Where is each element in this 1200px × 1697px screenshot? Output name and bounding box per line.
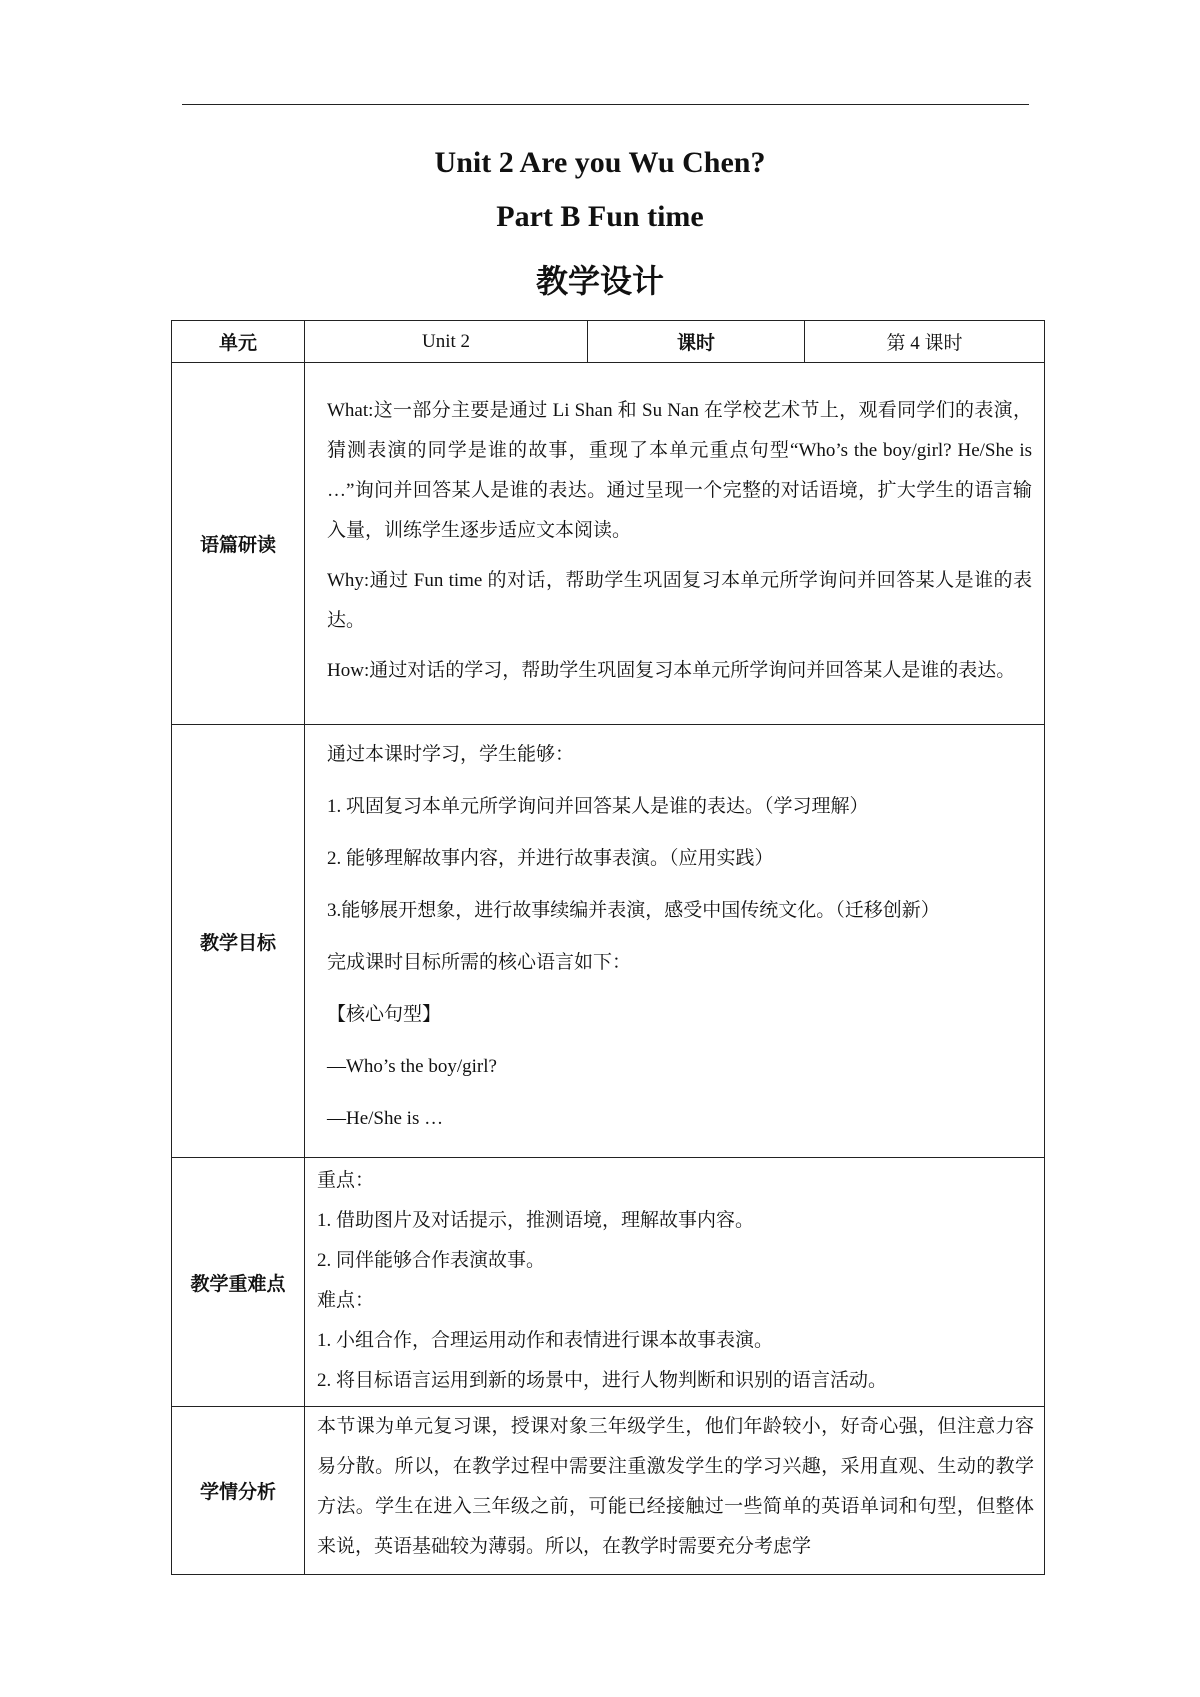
lesson-plan-table [171,320,1045,1575]
unit-value: Unit 2 [305,321,588,363]
core-answer: —He/She is … [327,1108,444,1129]
text-analysis-label: 语篇研读 [172,363,305,725]
key-heading: 重点： [317,1170,375,1191]
text-analysis-content [305,363,1045,725]
doc-title: Unit 2 Are you Wu Chen? [434,146,766,179]
difficult-heading: 难点： [317,1290,375,1311]
objective-item: 1. 巩固复习本单元所学询问并回答某人是谁的表达。（学习理解） [327,796,869,817]
key-points-row [172,1158,1045,1407]
key-points-content [305,1158,1045,1407]
objectives-intro: 通过本课时学习，学生能够： [327,744,575,765]
objectives-content [305,725,1045,1158]
key-item: 2. 同伴能够合作表演故事。 [317,1250,546,1271]
objectives-label: 教学目标 [172,725,305,1158]
student-analysis-row [172,1407,1045,1575]
core-language-intro: 完成课时目标所需的核心语言如下： [327,952,632,973]
period-label: 课时 [588,321,805,363]
header-rule [182,104,1029,105]
header-row [172,321,1045,363]
unit-label: 单元 [172,321,305,363]
student-analysis-content: 本节课为单元复习课，授课对象三年级学生，他们年龄较小，好奇心强，但注意力容易分散。所以，在教学过程中需要注重激发学生的学习兴趣，采用直观、生动的教学方法。学生在进入三年级之前，可能已经接触过一些简单的英语单词和句型，但整体来说，英语基础较为薄弱。所以，在教学时需要充分考虑学 [305,1407,1045,1575]
doc-heading: 教学设计 [535,262,664,300]
objectives-row [172,725,1045,1158]
core-pattern-heading: 【核心句型】 [327,1004,442,1025]
what-paragraph: What:这一部分主要是通过 Li Shan 和 Su Nan 在学校艺术节上，观看同学们的表演，猜测表演的同学是谁的故事，重现了本单元重点句型“Who’s the boy/girl? He/She is …”询问并回答某人是谁的表达。通过呈现一个完整的对话语境，扩大学生的语言输入量，训练学生逐步适应文本阅读。 [327,399,1032,541]
period-value: 第 4 课时 [805,321,1045,363]
key-points-label: 教学重难点 [172,1158,305,1407]
how-paragraph: How:通过对话的学习，帮助学生巩固复习本单元所学询问并回答某人是谁的表达。 [327,659,1016,681]
objective-item: 3.能够展开想象，进行故事续编并表演，感受中国传统文化。（迁移创新） [327,900,940,921]
key-item: 1. 借助图片及对话提示，推测语境，理解故事内容。 [317,1210,755,1231]
core-question: —Who’s the boy/girl? [327,1056,497,1077]
why-paragraph: Why:通过 Fun time 的对话，帮助学生巩固复习本单元所学询问并回答某人是谁的表达。 [327,569,1032,631]
student-analysis-label: 学情分析 [172,1407,305,1575]
objective-item: 2. 能够理解故事内容，并进行故事表演。（应用实践） [327,848,774,869]
text-analysis-row [172,363,1045,725]
difficult-item: 2. 将目标语言运用到新的场景中，进行人物判断和识别的语言活动。 [317,1370,888,1391]
difficult-item: 1. 小组合作，合理运用动作和表情进行课本故事表演。 [317,1330,774,1351]
doc-subtitle: Part B Fun time [496,200,704,233]
